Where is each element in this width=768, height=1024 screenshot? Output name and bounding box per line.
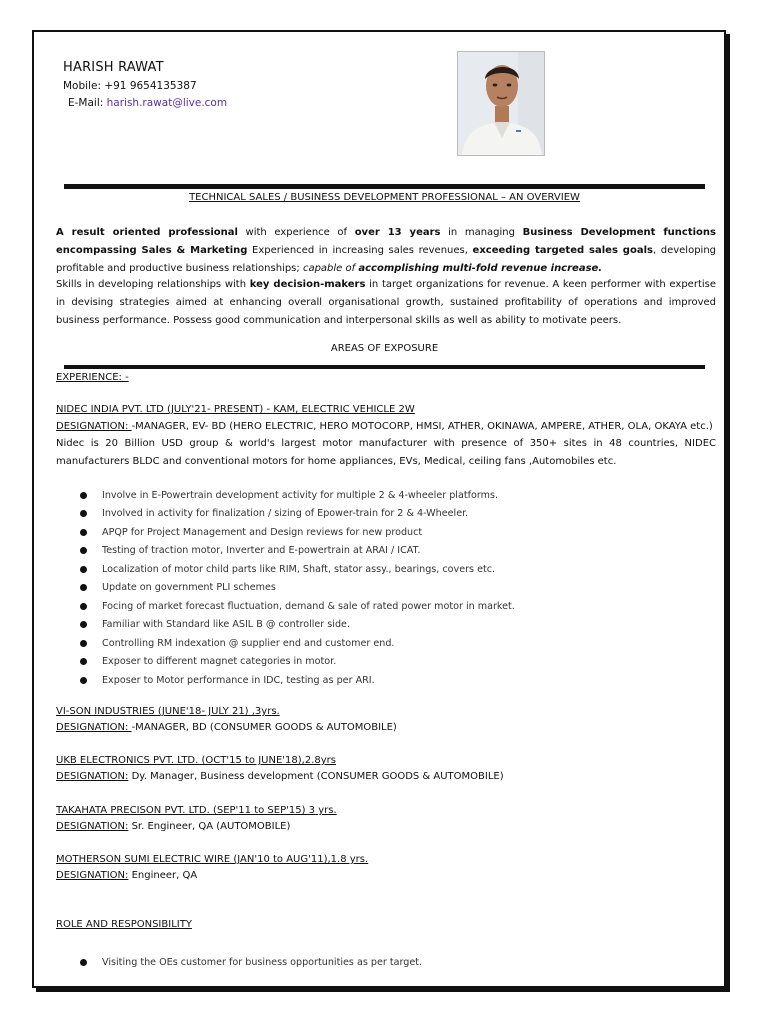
overview-paragraph-1: A result oriented professional with experience of over 13 years in managing Business Development functions encompassing Sales & Marketing Experienced in increasing sales revenues, exceeding targeted sales goals, developing profitable and productive business relationships; capable of accomplishing multi-fold revenue increase. (56, 227, 717, 274)
mobile-line (63, 80, 197, 92)
list-item: Focing of market forecast fluctuation, demand & sale of rated power motor in market. (80, 597, 700, 616)
bullet-icon (80, 492, 87, 499)
list-item: Visiting the OEs customer for business opportunities as per target. (80, 953, 700, 972)
bullet-icon (80, 547, 87, 554)
list-item: Exposer to Motor performance in IDC, testing as per ARI. (80, 671, 700, 690)
overview-paragraph-2: Skills in developing relationships with key decision-makers in target organizations for revenue. A keen performer with expertise in devising strategies aimed at enhancing overall organisational growth, sustained profitability of operations and improved business performance. Possess good communication and interpersonal skills as well as ability to motivate peers. (56, 279, 716, 326)
list-item: Testing of traction motor, Inverter and E-powertrain at ARAI / ICAT. (80, 542, 700, 561)
designation-ukb: DESIGNATION: Dy. Manager, Business development (CONSUMER GOODS & AUTOMOBILE) (56, 771, 504, 782)
nidec-responsibilities (80, 486, 700, 690)
mobile-value: +91 9654135387 (104, 80, 197, 92)
profile-photo (457, 51, 545, 156)
bullet-icon (80, 658, 87, 665)
bullet-icon (80, 959, 87, 966)
bullet-icon (80, 640, 87, 647)
list-item: Controlling RM indexation @ supplier end and customer end. (80, 634, 700, 653)
designation-motherson: DESIGNATION: Engineer, QA (56, 870, 198, 881)
bullet-icon (80, 621, 87, 628)
company-ukb: UKB ELECTRONICS PVT. LTD. (OCT'15 to JUNE'18),2.8yrs (56, 755, 336, 766)
list-item: Localization of motor child parts like RIM, Shaft, stator assy., bearings, covers etc. (80, 560, 700, 579)
role-responsibilities (80, 953, 700, 972)
bullet-icon (80, 529, 87, 536)
overview-heading: TECHNICAL SALES / BUSINESS DEVELOPMENT PROFESSIONAL – AN OVERVIEW (189, 192, 580, 203)
company-takahata: TAKAHATA PRECISON PVT. LTD. (SEP'11 to SEP'15) 3 yrs. (56, 805, 337, 816)
company-nidec: NIDEC INDIA PVT. LTD (JULY'21- PRESENT) - KAM, ELECTRIC VEHICLE 2W (56, 404, 415, 415)
nidec-description: Nidec is 20 Billion USD group & world's largest motor manufacturer with presence of 350+ sites in 48 countries, NIDEC manufacturers BLDC and conventional motors for home appliances, EVs, Medical, ceiling fans ,Automobiles etc. (56, 438, 716, 467)
bullet-icon (80, 603, 87, 610)
list-item: Familiar with Standard like ASIL B @ controller side. (80, 616, 700, 635)
bullet-icon (80, 677, 87, 684)
bullet-icon (80, 566, 87, 573)
bullet-icon (80, 584, 87, 591)
email-label: E-Mail: (68, 97, 104, 109)
header-divider (64, 184, 705, 189)
company-visson: VI-SON INDUSTRIES (JUNE'18- JULY 21) ,3yrs. (56, 706, 280, 717)
list-item: APQP for Project Management and Design reviews for new product (80, 523, 700, 542)
designation-nidec: DESIGNATION: -MANAGER, EV- BD (HERO ELECTRIC, HERO MOTOCORP, HMSI, ATHER, OKINAWA, AMPERE, ATHER, OLA, OKAYA etc.) (56, 421, 713, 432)
list-item: Involve in E-Powertrain development activity for multiple 2 & 4-wheeler platforms. (80, 486, 700, 505)
designation-visson: DESIGNATION: -MANAGER, BD (CONSUMER GOODS & AUTOMOBILE) (56, 722, 397, 733)
exposure-heading: AREAS OF EXPOSURE (330, 343, 439, 354)
email-line (68, 97, 227, 109)
list-item: Exposer to different magnet categories in motor. (80, 653, 700, 672)
candidate-name: HARISH RAWAT (63, 60, 164, 75)
list-item: Involved in activity for finalization / sizing of Epower-train for 2 & 4-Wheeler. (80, 505, 700, 524)
experience-label: EXPERIENCE: - (56, 372, 129, 383)
designation-takahata: DESIGNATION: Sr. Engineer, QA (AUTOMOBILE) (56, 821, 291, 832)
exposure-divider (64, 365, 705, 369)
email-link[interactable]: harish.rawat@live.com (106, 97, 228, 109)
company-motherson: MOTHERSON SUMI ELECTRIC WIRE (JAN'10 to AUG'11),1.8 yrs. (56, 854, 369, 865)
mobile-label: Mobile: (63, 80, 101, 92)
role-heading: ROLE AND RESPONSIBILITY (56, 919, 192, 930)
list-item: Update on government PLI schemes (80, 579, 700, 598)
bullet-icon (80, 510, 87, 517)
